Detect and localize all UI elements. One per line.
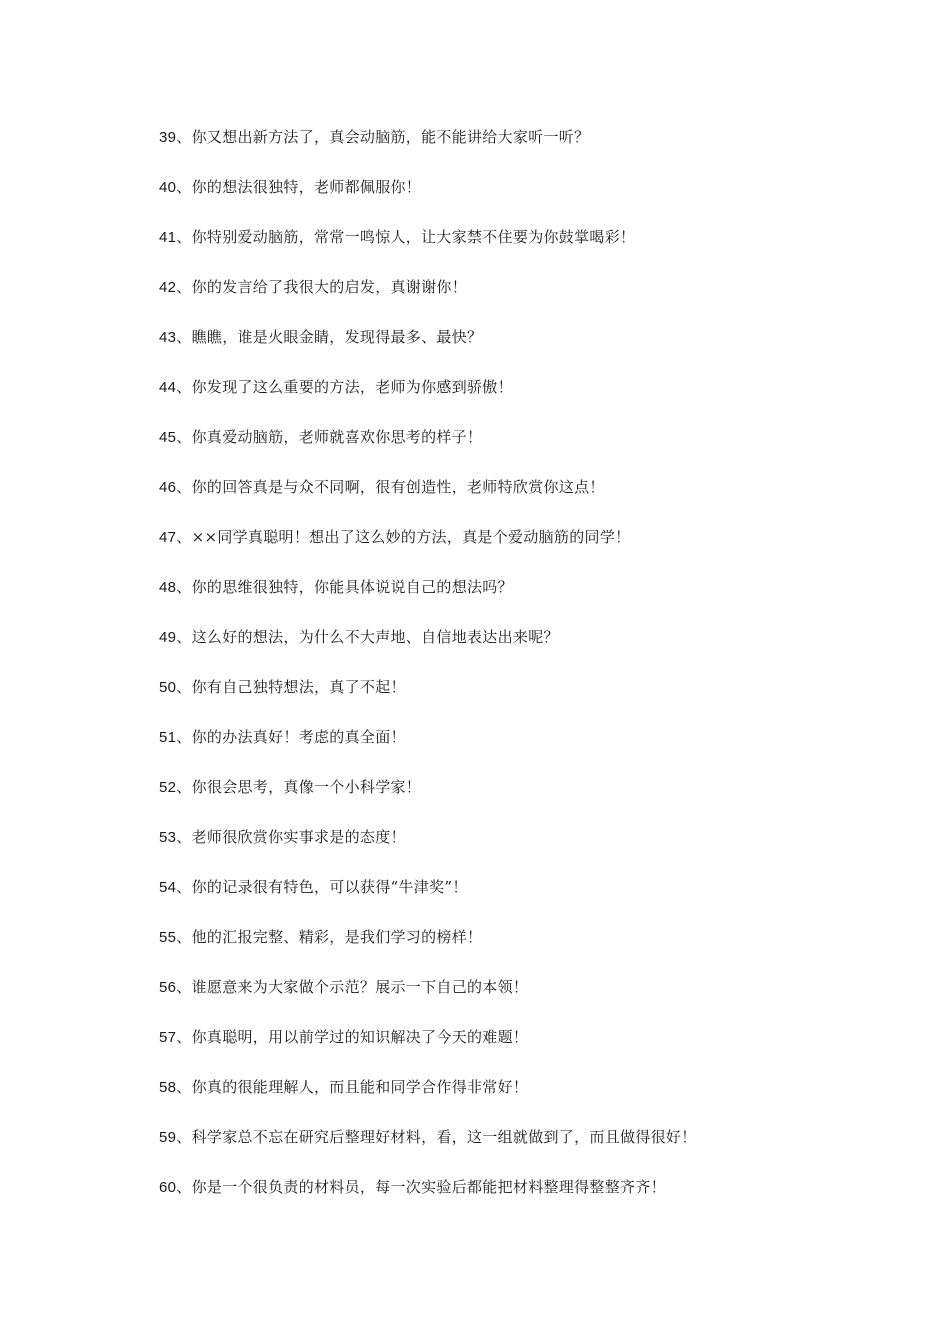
item-number: 60 (159, 1179, 177, 1196)
item-text: 、你的想法很独特，老师都佩服你！ (176, 178, 422, 196)
item-number: 50 (159, 679, 177, 696)
item-text: 、你的回答真是与众不同啊，很有创造性，老师特欣赏你这点！ (176, 478, 605, 496)
list-item (159, 1076, 919, 1126)
item-text: 、科学家总不忘在研究后整理好材料，看，这一组就做到了，而且做得很好！ (176, 1128, 697, 1146)
item-text: 、你真聪明，用以前学过的知识解决了今天的难题！ (176, 1028, 529, 1046)
list-item (159, 776, 919, 826)
list-item (159, 926, 919, 976)
item-number: 41 (159, 229, 177, 246)
item-number: 47 (159, 529, 177, 546)
item-text: 、你的思维很独特，你能具体说说自己的想法吗？ (176, 578, 513, 596)
item-number: 48 (159, 579, 177, 596)
list-item (159, 876, 919, 926)
list-item (159, 326, 919, 376)
list-item (159, 176, 919, 226)
item-text: 、你的记录很有特色，可以获得“牛津奖”！ (176, 878, 468, 896)
praise-list (159, 126, 919, 1226)
item-text: 、这么好的想法，为什么不大声地、自信地表达出来呢？ (176, 628, 559, 646)
item-number: 56 (159, 979, 177, 996)
item-text: 、瞧瞧，谁是火眼金睛，发现得最多、最快？ (176, 328, 483, 346)
item-text: 、你又想出新方法了，真会动脑筋，能不能讲给大家听一听？ (176, 128, 590, 146)
item-text: 、他的汇报完整、精彩，是我们学习的榜样！ (176, 928, 483, 946)
item-text: 、你真的很能理解人，而且能和同学合作得非常好！ (176, 1078, 529, 1096)
list-item (159, 626, 919, 676)
item-number: 39 (159, 129, 177, 146)
list-item (159, 126, 919, 176)
item-number: 57 (159, 1029, 177, 1046)
item-text: 、你发现了这么重要的方法，老师为你感到骄傲！ (176, 378, 513, 396)
item-number: 58 (159, 1079, 177, 1096)
list-item (159, 426, 919, 476)
list-item (159, 1126, 919, 1176)
item-number: 55 (159, 929, 177, 946)
item-text: 、老师很欣赏你实事求是的态度！ (176, 828, 406, 846)
item-text: 、你有自己独特想法，真了不起！ (176, 678, 406, 696)
list-item (159, 526, 919, 576)
list-item (159, 676, 919, 726)
item-text: 、你是一个很负责的材料员，每一次实验后都能把材料整理得整整齐齐！ (176, 1178, 666, 1196)
item-number: 40 (159, 179, 177, 196)
item-number: 45 (159, 429, 177, 446)
item-number: 49 (159, 629, 177, 646)
item-text: 、你的办法真好！考虑的真全面！ (176, 728, 406, 746)
item-number: 42 (159, 279, 177, 296)
item-number: 54 (159, 879, 177, 896)
item-text: 、××同学真聪明！想出了这么妙的方法，真是个爱动脑筋的同学！ (176, 528, 631, 546)
list-item (159, 376, 919, 426)
item-number: 51 (159, 729, 177, 746)
item-text: 、你真爱动脑筋，老师就喜欢你思考的样子！ (176, 428, 483, 446)
item-number: 53 (159, 829, 177, 846)
list-item (159, 726, 919, 776)
item-number: 59 (159, 1129, 177, 1146)
item-number: 44 (159, 379, 177, 396)
list-item (159, 226, 919, 276)
list-item (159, 576, 919, 626)
item-number: 43 (159, 329, 177, 346)
list-item (159, 1026, 919, 1076)
item-text: 、你很会思考，真像一个小科学家！ (176, 778, 422, 796)
list-item (159, 976, 919, 1026)
item-text: 、你的发言给了我很大的启发，真谢谢你！ (176, 278, 467, 296)
list-item (159, 476, 919, 526)
list-item (159, 826, 919, 876)
item-text: 、你特别爱动脑筋，常常一鸣惊人，让大家禁不住要为你鼓掌喝彩！ (176, 228, 636, 246)
list-item (159, 1176, 919, 1226)
item-number: 46 (159, 479, 177, 496)
list-item (159, 276, 919, 326)
item-text: 、谁愿意来为大家做个示范？展示一下自己的本领！ (176, 978, 529, 996)
item-number: 52 (159, 779, 177, 796)
